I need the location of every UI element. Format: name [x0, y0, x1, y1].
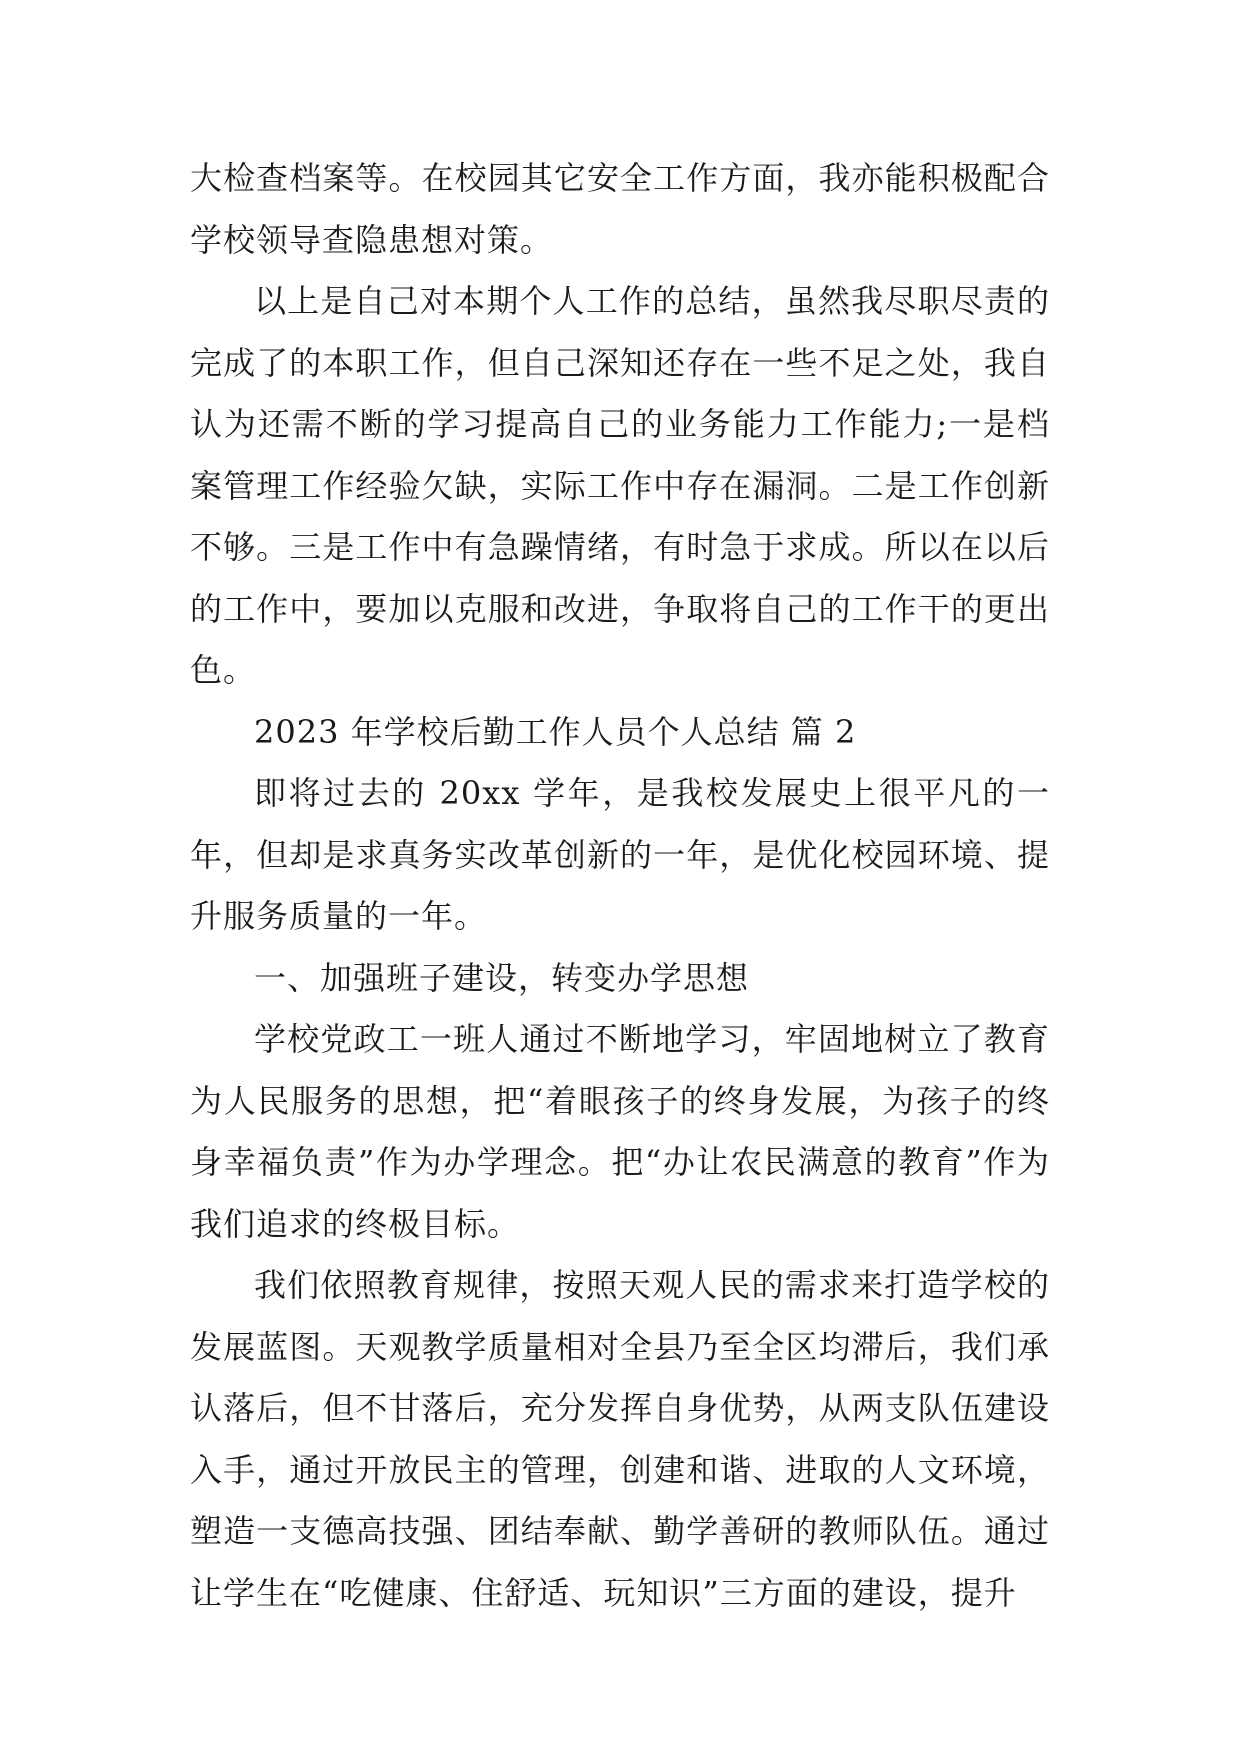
section-title: 2023 年学校后勤工作人员个人总结 篇 2: [254, 712, 857, 751]
paragraph-intro: 即将过去的 20xx 学年，是我校发展史上很平凡的一年，但却是求真务实改革创新的一年，是优化校园环境、提升服务质量的一年。: [190, 774, 1050, 935]
paragraph-continuation: 大检查档案等。在校园其它安全工作方面，我亦能积极配合学校领导查隐患想对策。: [190, 159, 1050, 259]
paragraph-summary: 以上是自己对本期个人工作的总结，虽然我尽职尽责的完成了的本职工作，但自己深知还存在一些不足之处，我自认为还需不断的学习提高自己的业务能力工作能力;一是档案管理工作经验欠缺，实际工作中存在漏洞。二是工作创新不够。三是工作中有急躁情绪，有时急于求成。所以在以后的工作中，要加以克服和改进，争取将自己的工作干的更出色。: [190, 282, 1050, 689]
paragraph-development: 我们依照教育规律，按照天观人民的需求来打造学校的发展蓝图。天观教学质量相对全县乃至全区均滞后，我们承认落后，但不甘落后，充分发挥自身优势，从两支队伍建设入手，通过开放民主的管理，创建和谐、进取的人文环境，塑造一支德高技强、团结奉献、勤学善研的教师队伍。通过让学生在“吃健康、住舒适、玩知识”三方面的建设，提升: [190, 1266, 1050, 1612]
paragraph-leadership: 学校党政工一班人通过不断地学习，牢固地树立了教育为人民服务的思想，把“着眼孩子的终身发展，为孩子的终身幸福负责”作为办学理念。把“办让农民满意的教育”作为我们追求的终极目标。: [190, 1020, 1050, 1243]
subsection-heading: 一、加强班子建设，转变办学思想: [254, 958, 750, 997]
document-body: [190, 148, 1050, 1624]
